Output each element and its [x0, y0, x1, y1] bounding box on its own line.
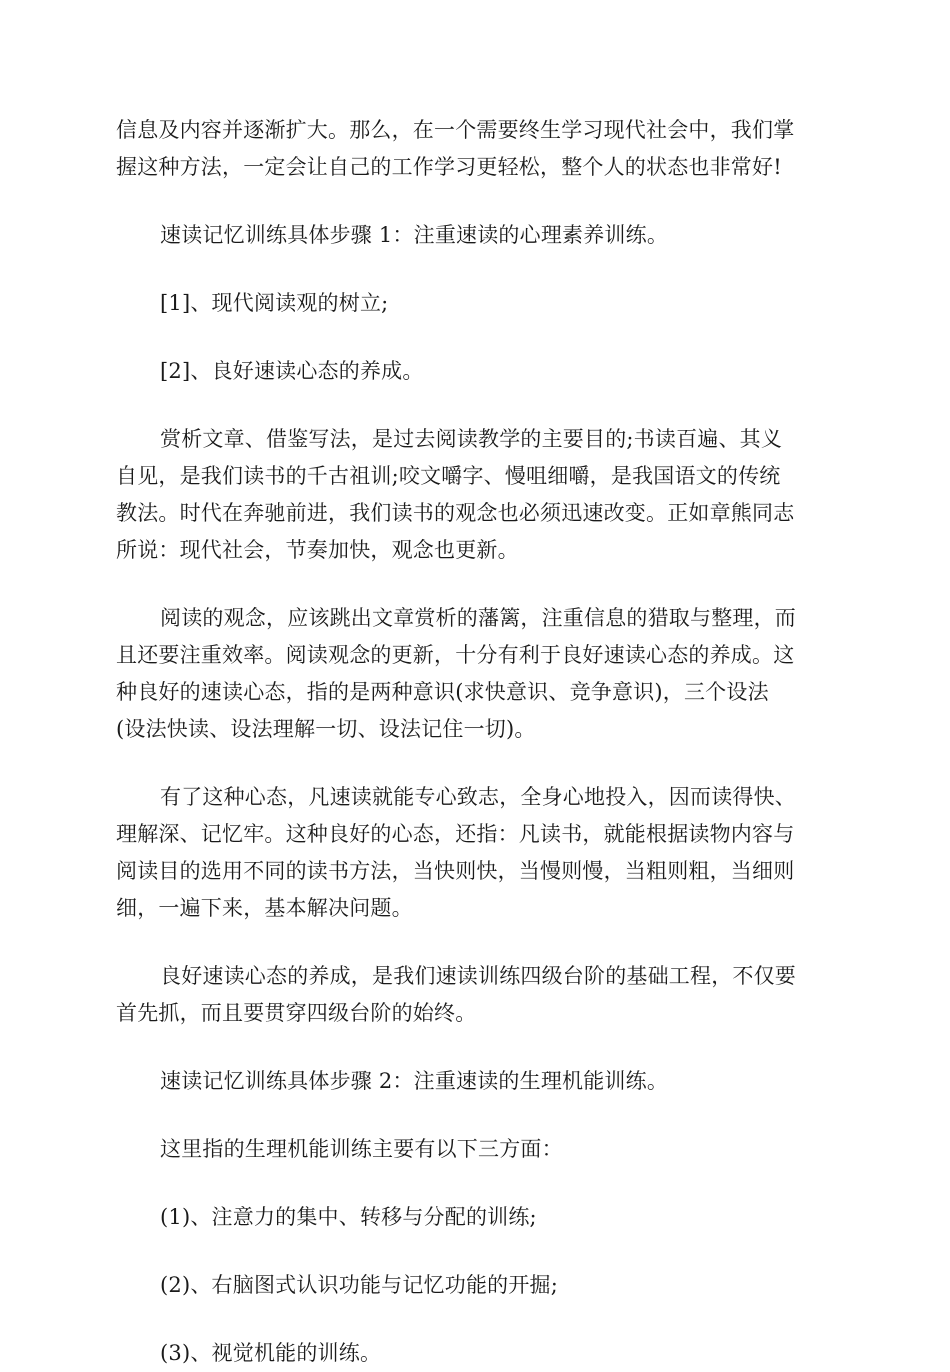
text-line: 赏析文章、借鉴写法，是过去阅读教学的主要目的;书读百遍、其义	[160, 427, 783, 451]
paragraph-reading-concept	[116, 600, 832, 748]
text-line: 且还要注重效率。阅读观念的更新，十分有利于良好速读心态的养成。这	[116, 643, 795, 667]
text-line: 握这种方法，一定会让自己的工作学习更轻松，整个人的状态也非常好!	[116, 155, 782, 179]
text-line: 理解深、记忆牢。这种良好的心态，还指：凡读书，就能根据读物内容与	[116, 822, 795, 846]
text-line: 阅读目的选用不同的读书方法，当快则快，当慢则慢，当粗则粗，当细则	[116, 859, 795, 883]
text-line: (1)、注意力的集中、转移与分配的训练;	[160, 1205, 537, 1229]
text-line: 速读记忆训练具体步骤 1：注重速读的心理素养训练。	[160, 223, 669, 247]
text-line: (3)、视觉机能的训练。	[160, 1341, 382, 1365]
document-body	[116, 112, 832, 1372]
text-line: 信息及内容并逐渐扩大。那么，在一个需要终生学习现代社会中，我们掌	[116, 118, 795, 142]
paragraph-item-2	[116, 353, 832, 390]
text-line: 有了这种心态，凡速读就能专心致志，全身心地投入，因而读得快、	[160, 785, 796, 809]
text-line: (2)、右脑图式认识功能与记忆功能的开掘;	[160, 1273, 559, 1297]
text-line: 自见，是我们读书的千古祖训;咬文嚼字、慢咀细嚼，是我国语文的传统	[116, 464, 781, 488]
paragraph-foundation	[116, 958, 832, 1032]
text-line: 阅读的观念，应该跳出文章赏析的藩篱，注重信息的猎取与整理，而	[160, 606, 796, 630]
paragraph-physiology-item-3	[116, 1335, 832, 1372]
paragraph-step1-heading	[116, 217, 832, 254]
paragraph-physiology-item-2	[116, 1267, 832, 1304]
paragraph-step2-heading	[116, 1063, 832, 1100]
paragraph-physiology-intro	[116, 1131, 832, 1168]
text-line: 这里指的生理机能训练主要有以下三方面：	[160, 1137, 563, 1161]
text-line: 速读记忆训练具体步骤 2：注重速读的生理机能训练。	[160, 1069, 669, 1093]
text-line: (设法快读、设法理解一切、设法记住一切)。	[116, 717, 536, 741]
text-line: [2]、良好速读心态的养成。	[160, 359, 424, 383]
text-line: [1]、现代阅读观的树立;	[160, 291, 389, 315]
paragraph-appreciation	[116, 421, 832, 569]
text-line: 首先抓，而且要贯穿四级台阶的始终。	[116, 1001, 477, 1025]
paragraph-intro-continuation	[116, 112, 832, 186]
text-line: 细，一遍下来，基本解决问题。	[116, 896, 413, 920]
text-line: 所说：现代社会，节奏加快，观念也更新。	[116, 538, 519, 562]
paragraph-item-1	[116, 285, 832, 322]
paragraph-physiology-item-1	[116, 1199, 832, 1236]
text-line: 良好速读心态的养成，是我们速读训练四级台阶的基础工程，不仅要	[160, 964, 796, 988]
paragraph-mindset	[116, 779, 832, 927]
text-line: 教法。时代在奔驰前进，我们读书的观念也必须迅速改变。正如章熊同志	[116, 501, 795, 525]
text-line: 种良好的速读心态，指的是两种意识(求快意识、竞争意识)，三个设法	[116, 680, 769, 704]
